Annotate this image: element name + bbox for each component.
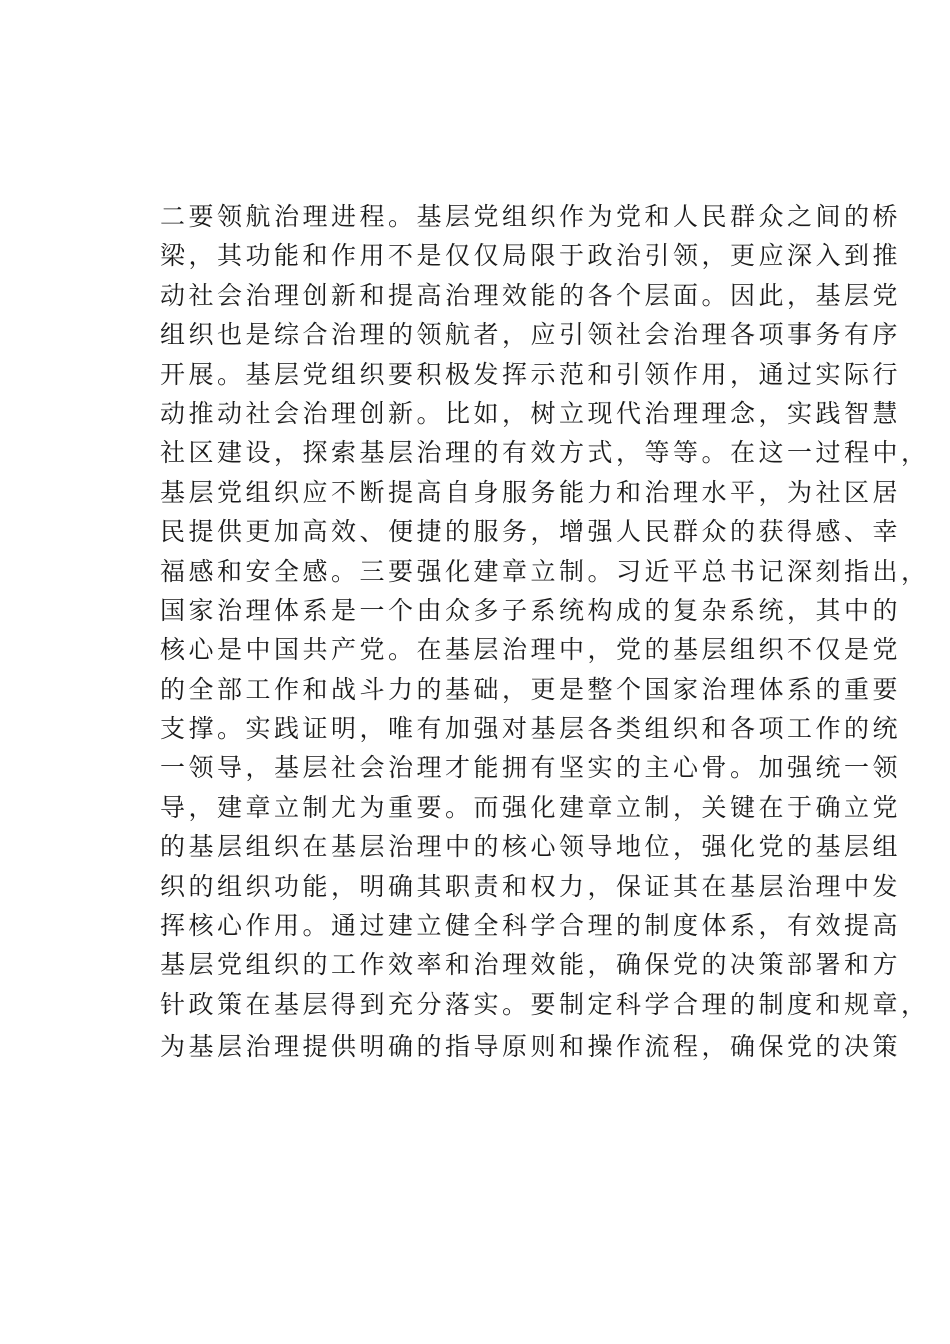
- text-line: 支撑。实践证明，唯有加强对基层各类组织和各项工作的统: [160, 714, 902, 744]
- text-line: 基层党组织应不断提高自身服务能力和治理水平，为社区居: [160, 477, 902, 507]
- text-line: 为基层治理提供明确的指导原则和操作流程，确保党的决策: [160, 1032, 902, 1062]
- text-line: 挥核心作用。通过建立健全科学合理的制度体系，有效提高: [160, 911, 902, 941]
- text-line: 开展。基层党组织要积极发挥示范和引领作用，通过实际行: [160, 359, 902, 389]
- body-text: [160, 197, 930, 1067]
- text-line: 组织也是综合治理的领航者，应引领社会治理各项事务有序: [160, 320, 902, 350]
- text-line: 民提供更加高效、便捷的服务，增强人民群众的获得感、幸: [160, 517, 902, 547]
- text-line: 的全部工作和战斗力的基础，更是整个国家治理体系的重要: [160, 674, 902, 704]
- text-line: 基层党组织的工作效率和治理效能，确保党的决策部署和方: [160, 950, 902, 980]
- text-line: 国家治理体系是一个由众多子系统构成的复杂系统，其中的: [160, 595, 902, 625]
- text-line: 动推动社会治理创新。比如，树立现代治理理念，实践智慧: [160, 398, 902, 428]
- text-line: 的基层组织在基层治理中的核心领导地位，强化党的基层组: [160, 832, 902, 862]
- text-line: 核心是中国共产党。在基层治理中，党的基层组织不仅是党: [160, 635, 902, 665]
- text-line: 针政策在基层得到充分落实。要制定科学合理的制度和规章，: [160, 989, 930, 1019]
- text-line: 二要领航治理进程。基层党组织作为党和人民群众之间的桥: [160, 202, 902, 231]
- text-line: 导，建章立制尤为重要。而强化建章立制，关键在于确立党: [160, 792, 902, 822]
- text-line: 福感和安全感。三要强化建章立制。习近平总书记深刻指出，: [160, 556, 930, 586]
- text-line: 织的组织功能，明确其职责和权力，保证其在基层治理中发: [160, 871, 902, 901]
- text-line: 动社会治理创新和提高治理效能的各个层面。因此，基层党: [160, 280, 902, 310]
- text-line: 社区建设，探索基层治理的有效方式，等等。在这一过程中，: [160, 438, 930, 468]
- text-line: 梁，其功能和作用不是仅仅局限于政治引领，更应深入到推: [160, 241, 902, 271]
- text-line: 一领导，基层社会治理才能拥有坚实的主心骨。加强统一领: [160, 753, 902, 783]
